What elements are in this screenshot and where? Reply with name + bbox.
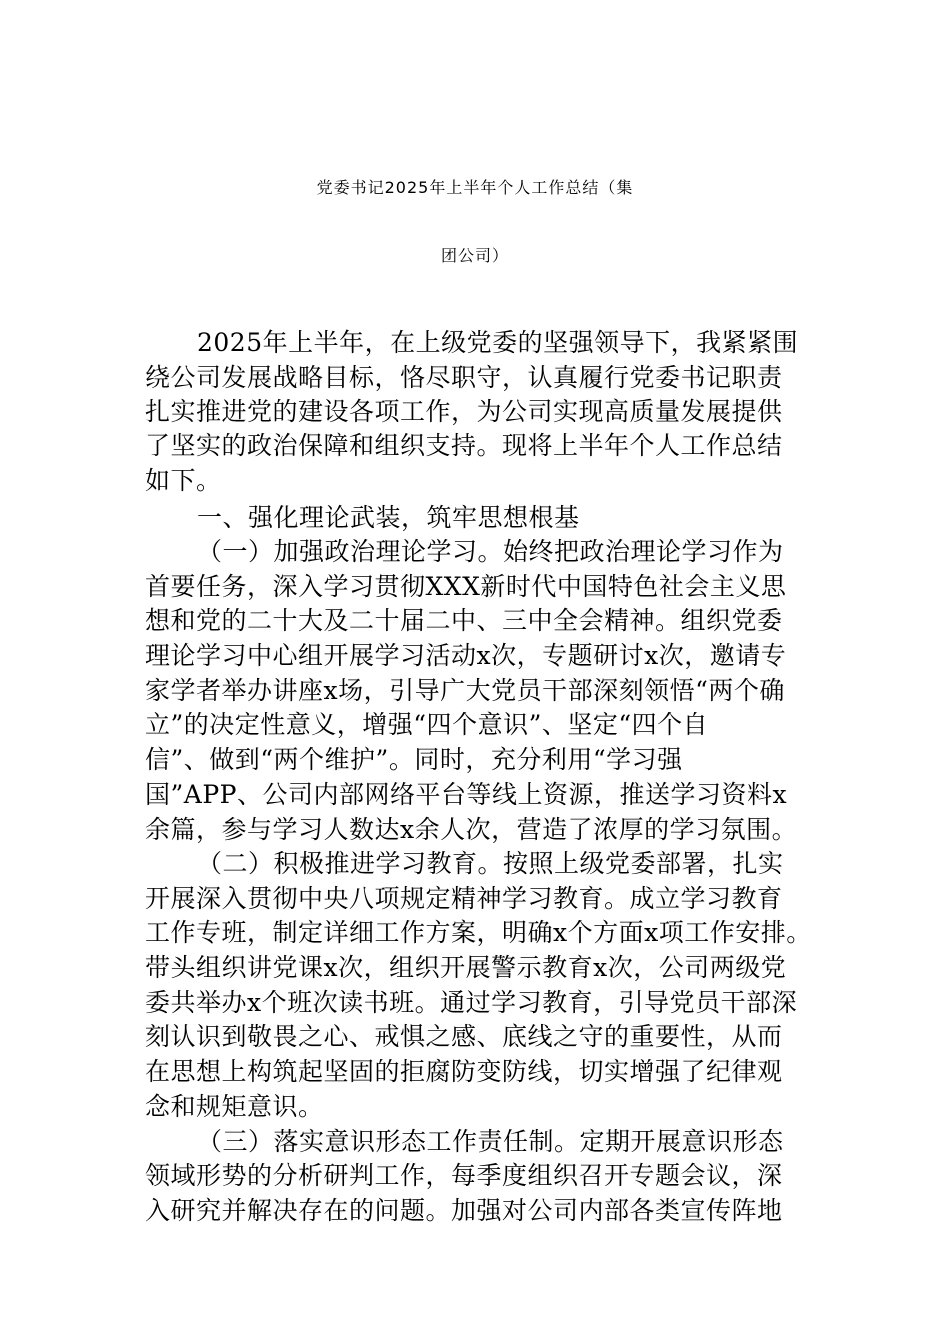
para2-line-3: 工作专班，制定详细工作方案，明确x个方面x项工作安排。 xyxy=(145,918,812,947)
para1-line-8: 国”APP、公司内部网络平台等线上资源，推送学习资料x xyxy=(145,780,788,809)
para1-line-1: （一）加强政治理论学习。始终把政治理论学习作为 xyxy=(197,537,784,566)
para3-line-1: （三）落实意识形态工作责任制。定期开展意识形态 xyxy=(197,1127,784,1156)
para2-line-6: 刻认识到敬畏之心、戒惧之感、底线之守的重要性，从而 xyxy=(145,1022,783,1051)
para2-line-7: 在思想上构筑起坚固的拒腐防变防线，切实增强了纪律观 xyxy=(145,1057,783,1086)
intro-line-1: 2025年上半年，在上级党委的坚强领导下，我紧紧围 xyxy=(197,328,799,357)
para1-line-4: 理论学习中心组开展学习活动x次，专题研讨x次，邀请专 xyxy=(145,641,787,670)
intro-line-2: 绕公司发展战略目标，恪尽职守，认真履行党委书记职责 xyxy=(145,363,783,392)
para1-line-5: 家学者举办讲座x场，引导广大党员干部深刻领悟“两个确 xyxy=(145,676,785,705)
para1-line-6: 立”的决定性意义，增强“四个意识”、坚定“四个自 xyxy=(145,710,709,739)
para2-line-1: （二）积极推进学习教育。按照上级党委部署，扎实 xyxy=(197,849,784,878)
document-title-line-2: 团公司） xyxy=(440,246,509,265)
document-title-line-1: 党委书记2025年上半年个人工作总结（集 xyxy=(316,178,634,197)
para1-line-3: 想和党的二十大及二十届二中、三中全会精神。组织党委 xyxy=(145,606,783,635)
intro-line-5: 如下。 xyxy=(145,466,222,495)
para2-line-5: 委共举办x个班次读书班。通过学习教育，引导党员干部深 xyxy=(145,988,798,1017)
para3-line-3: 入研究并解决存在的问题。加强对公司内部各类宣传阵地 xyxy=(145,1196,783,1225)
intro-line-3: 扎实推进党的建设各项工作，为公司实现高质量发展提供 xyxy=(145,397,783,426)
intro-line-4: 了坚实的政治保障和组织支持。现将上半年个人工作总结 xyxy=(145,431,783,460)
para3-line-2: 领域形势的分析研判工作，每季度组织召开专题会议，深 xyxy=(145,1161,783,1190)
para1-line-7: 信”、做到“两个维护”。同时，充分利用“学习强 xyxy=(145,745,683,774)
para1-line-9: 余篇，参与学习人数达x余人次，营造了浓厚的学习氛围。 xyxy=(145,815,798,844)
para2-line-2: 开展深入贯彻中央八项规定精神学习教育。成立学习教育 xyxy=(145,884,783,913)
para2-line-4: 带头组织讲党课x次，组织开展警示教育x次，公司两级党 xyxy=(145,953,787,982)
para1-line-2: 首要任务，深入学习贯彻XXX新时代中国特色社会主义思 xyxy=(145,572,787,601)
section-heading-1: 一、强化理论武装，筑牢思想根基 xyxy=(197,503,580,532)
para2-line-8: 念和规矩意识。 xyxy=(145,1092,324,1121)
